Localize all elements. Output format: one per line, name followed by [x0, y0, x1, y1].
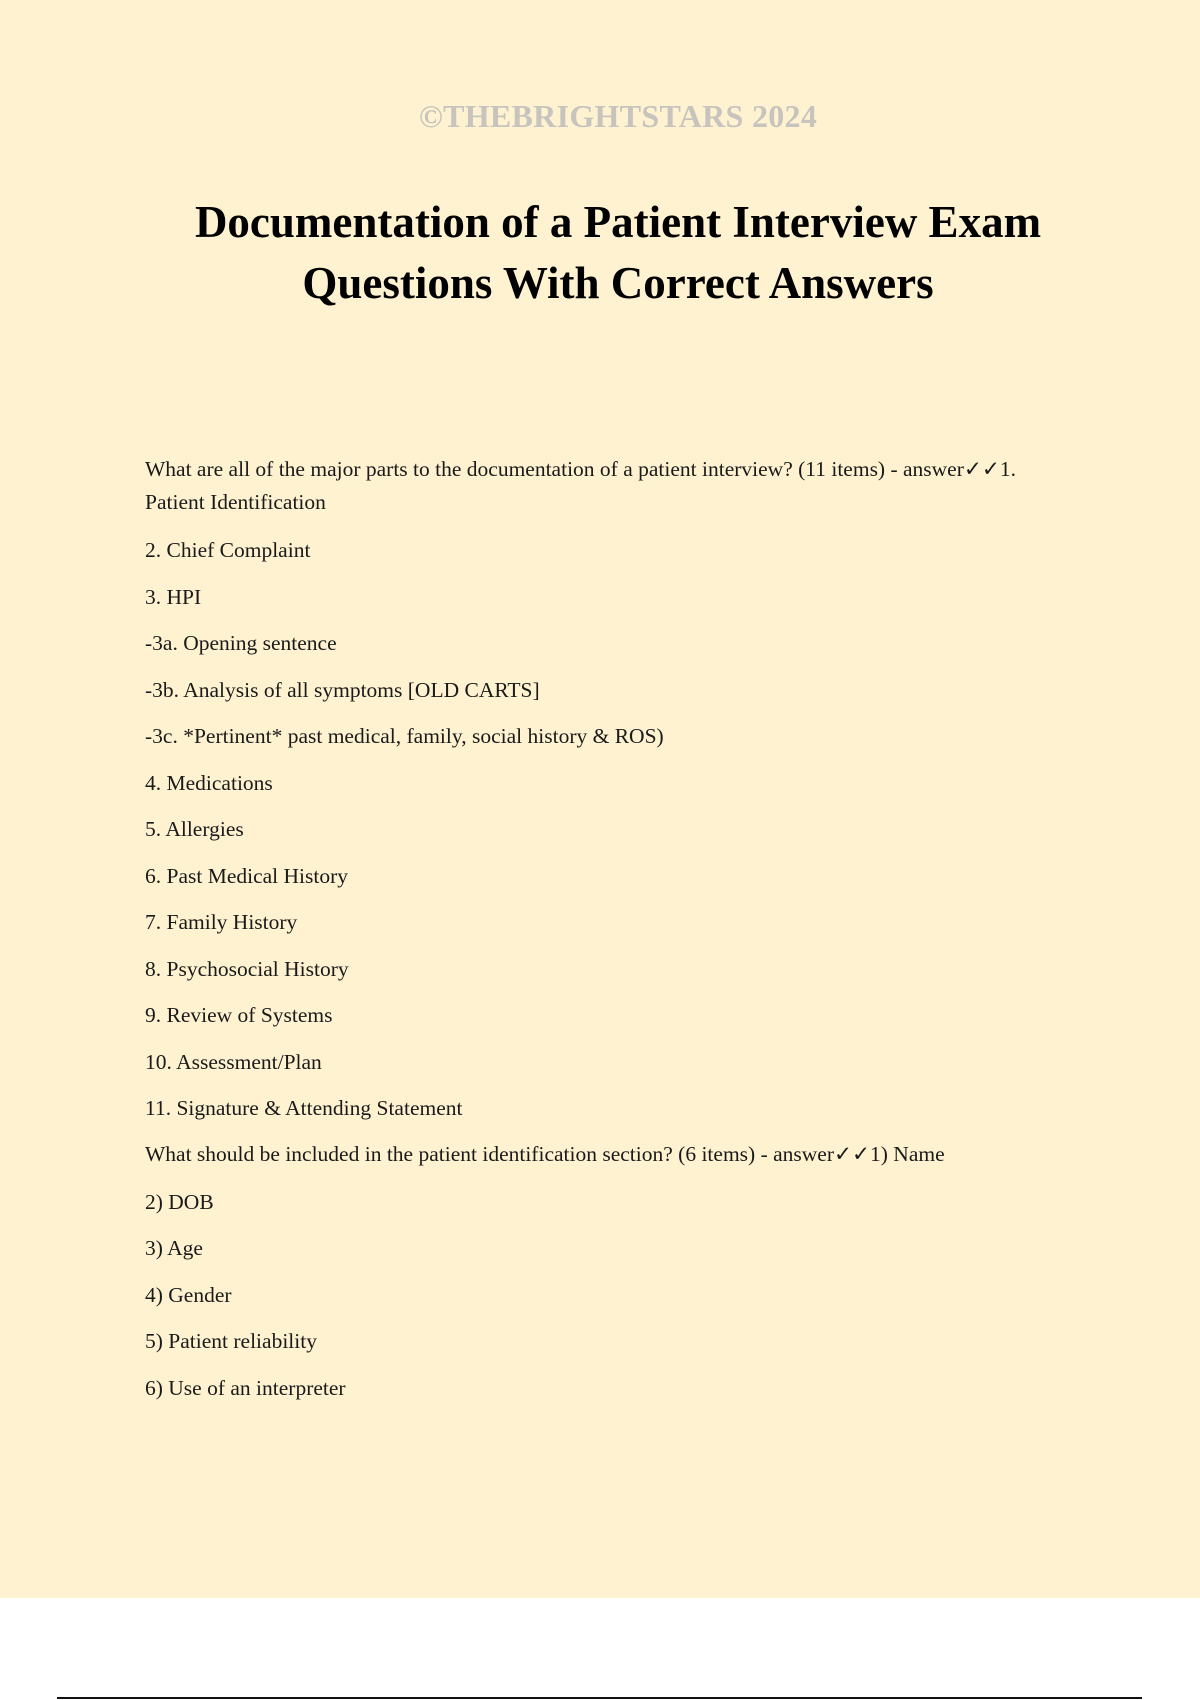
- title-line-1: Documentation of a Patient Interview Exam: [194, 197, 1042, 247]
- answer-line: 7. Family History: [145, 910, 298, 934]
- title-line-2: Questions With Correct Answers: [302, 258, 934, 308]
- page-title: [0, 192, 1200, 314]
- answer-line: 4) Gender: [145, 1282, 232, 1307]
- question-text: What should be included in the patient identification section? (6 items) - answer✓✓1) Name: [145, 1141, 945, 1166]
- answer-line: 11. Signature & Attending Statement: [145, 1096, 463, 1120]
- footer-divider: [57, 1697, 1142, 1699]
- answer-line: 4. Medications: [145, 770, 273, 795]
- question-block-2: [145, 1138, 1045, 1412]
- question-text: What are all of the major parts to the documentation of a patient interview? (11 items) - answer✓✓1. Patient Identification: [145, 457, 1017, 514]
- answer-line: 5. Allergies: [145, 817, 244, 841]
- answer-line: -3b. Analysis of all symptoms [OLD CARTS]: [145, 677, 540, 702]
- answer-line: 6) Use of an interpreter: [145, 1375, 346, 1400]
- answer-line: 3. HPI: [145, 584, 202, 609]
- answer-line: 8. Psychosocial History: [145, 956, 349, 981]
- answer-line: -3c. *Pertinent* past medical, family, social history & ROS): [145, 724, 664, 748]
- answer-line: 6. Past Medical History: [145, 863, 349, 888]
- copyright-symbol: ©: [418, 98, 444, 134]
- answer-line: 2) DOB: [145, 1189, 214, 1214]
- document-body: [145, 453, 1045, 1411]
- answer-line: 2. Chief Complaint: [145, 538, 311, 562]
- question-block-1: [145, 453, 1045, 1132]
- answer-line: 3) Age: [145, 1236, 203, 1260]
- answer-line: 10. Assessment/Plan: [145, 1049, 322, 1074]
- answer-line: 5) Patient reliability: [145, 1329, 317, 1353]
- watermark-text: THEBRIGHTSTARS 2024: [443, 98, 818, 134]
- watermark: [0, 98, 1200, 135]
- answer-line: 9. Review of Systems: [145, 1003, 333, 1027]
- answer-line: -3a. Opening sentence: [145, 631, 337, 655]
